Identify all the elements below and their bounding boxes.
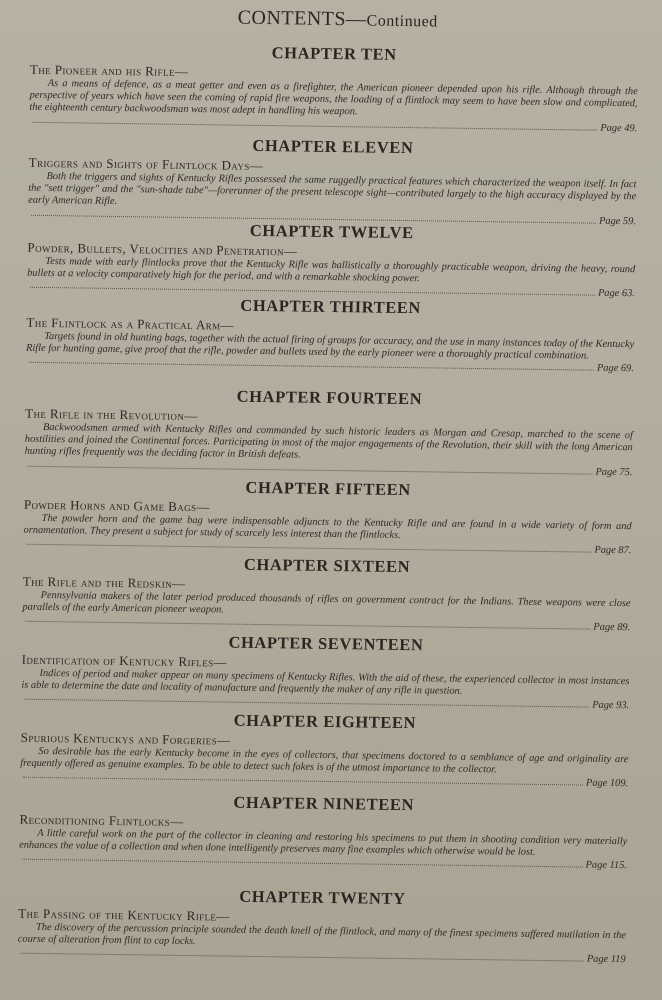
chapter-entry [18, 884, 627, 967]
chapter-heading: CHAPTER ELEVEN [252, 135, 414, 158]
chapter-description: The discovery of the percussion principle sounded the death knell of the flintlock, and many of the finest specimens suffered mutilation in the course of alteration from flint to cap locks. [17, 921, 627, 948]
chapter-subtitle: The Passing of the Kentucky Rifle— [18, 905, 230, 924]
page-title [7, 3, 662, 35]
chapter-description: Tests made with early flintlocks prove that the Kentucky Rifle was ballistically a thoroughly practicable weapon, driving the heavy, round bullets at a velocity comparatively high for the period, and with a remarkable shocking power. [27, 255, 636, 285]
chapter-heading: CHAPTER FIFTEEN [245, 477, 411, 500]
chapter-entry [23, 475, 632, 558]
chapter-subtitle: Reconditioning Flintlocks— [19, 811, 184, 829]
chapter-subtitle: The Flintlock as a Practical Arm— [26, 314, 235, 333]
chapter-description: Backwoodsmen armed with Kentucky Rifles and commanded by such historic leaders as Morgan and Cresap, marched to the scene of hostilities and joined the Continental forces. Participating in most of the major engagements of the Revolution, their skill with the long American hunting rifles frequently was the deciding factor in British defeats. [24, 421, 634, 461]
page-reference: Page 87. [594, 545, 632, 557]
page-reference: Page 119 [586, 954, 626, 966]
chapter-subtitle: The Pioneer and his Rifle— [29, 61, 189, 79]
chapter-description: As a means of defence, as a meat getter and even as a firefighter, the American pioneer depended upon his rifle. Although through the perspective of years which have seen the coming of rapid fire weapons, the loading of a flintlock may seem to have been slow and complicated, the eighteenth century backwoodsman was most adept in handling his weapon. [29, 78, 638, 118]
dot-leader [22, 859, 583, 868]
chapter-description: A little careful work on the part of the collector in cleaning and restoring his specimens to put them in shooting condition very materially enhances the value of a collection and when done intelligently preserves many fine examples which otherwise would be lost. [19, 827, 628, 859]
page-reference: Page 115. [585, 859, 627, 872]
chapter-heading: CHAPTER NINETEEN [233, 792, 415, 815]
chapter-description: Indices of period and maker appear on many specimens of Kentucky Rifles. With the aid of these, the experienced collector in most instances is able to determine the date and locality of manufacture and frequently the maker of any rifle in question. [21, 667, 630, 698]
chapter-heading: CHAPTER EIGHTEEN [233, 710, 417, 733]
chapter-subtitle: Spurious Kentuckys and Forgeries— [20, 729, 231, 748]
page-reference: Page 109. [585, 777, 629, 790]
chapter-subtitle: Powder Horns and Game Bags— [23, 496, 210, 515]
dot-leader [25, 621, 590, 630]
dot-leader [26, 544, 591, 553]
chapter-subtitle: The Rifle in the Revolution— [25, 405, 198, 424]
chapter-heading: CHAPTER THIRTEEN [240, 295, 422, 318]
chapter-entry [29, 40, 638, 135]
dot-leader [32, 121, 597, 130]
chapter-entry [22, 552, 631, 635]
chapter-heading: CHAPTER SEVENTEEN [228, 632, 424, 655]
chapter-entry [20, 708, 629, 791]
chapter-description: Pennsylvania makers of the later period produced thousands of rifles on government contract for the Indians. These weapons were close parallels of the early American pioneer weapon. [22, 589, 631, 616]
chapter-description: Targets found in old hunting bags, together with the actual firing of groups for accuracy, and the use in many instances today of the Kentucky Rifle for hunting game, give proof that the rifle, powder and bullets used by the early pioneer were a thoroughly practical combination. [26, 330, 635, 362]
chapter-heading: CHAPTER TWENTY [239, 886, 406, 909]
page-reference: Page 75. [595, 466, 633, 478]
chapter-description: The powder horn and the game bag were indispensable adjuncts to the Kentucky Rifle and are found in a wide variety of form and ornamentation. They present a subject for study of scarcely less interest than the flintlocks. [23, 512, 632, 542]
chapter-subtitle: Identification of Kentucky Rifles— [21, 651, 228, 670]
dot-leader [23, 777, 583, 786]
chapter-heading: CHAPTER SIXTEEN [243, 554, 411, 577]
dot-leader [29, 362, 594, 371]
page-reference: Page 63. [597, 288, 635, 300]
chapter-entry [28, 133, 637, 228]
dot-leader [24, 699, 589, 708]
chapter-entry [27, 218, 636, 301]
chapter-heading: CHAPTER TEN [271, 43, 397, 64]
chapter-subtitle: Triggers and Sights of Flintlock Days— [28, 154, 264, 174]
chapter-entry [24, 384, 633, 479]
page-reference: Page 59. [598, 215, 636, 227]
page-title-main: CONTENTS— [237, 6, 367, 31]
page-reference: Page 89. [593, 622, 631, 634]
page-reference: Page 69. [596, 363, 634, 375]
chapter-entry [19, 790, 628, 873]
chapter-heading: CHAPTER FOURTEEN [236, 386, 423, 409]
chapter-entry [21, 630, 630, 713]
chapter-subtitle: Powder, Bullets, Velocities and Penetration— [27, 239, 298, 259]
dot-leader [27, 465, 592, 474]
page-reference: Page 93. [592, 700, 630, 712]
chapter-entry [26, 293, 635, 376]
page-reference: Page 49. [600, 122, 638, 134]
chapter-description: Both the triggers and sights of Kentucky Rifles possessed the same ruggedly practical features which characterized the weapon itself. In fact the "sett trigger" and the "sun-shade tube"—forerunner of the present telescope sight—contributed largely to the high accuracy displayed by the early American Rifle. [28, 170, 637, 208]
chapter-description: So desirable has the early Kentucky become in the eyes of collectors, that specimens doctored to a semblance of age and originality are frequently offered as genuine examples. To be able to detect such fakes is of the utmost importance to the collector. [20, 745, 629, 776]
dot-leader [21, 953, 584, 962]
chapter-subtitle: The Rifle and the Redskin— [22, 573, 186, 591]
page-title-continued: Continued [366, 12, 438, 31]
chapter-heading: CHAPTER TWELVE [249, 220, 414, 243]
